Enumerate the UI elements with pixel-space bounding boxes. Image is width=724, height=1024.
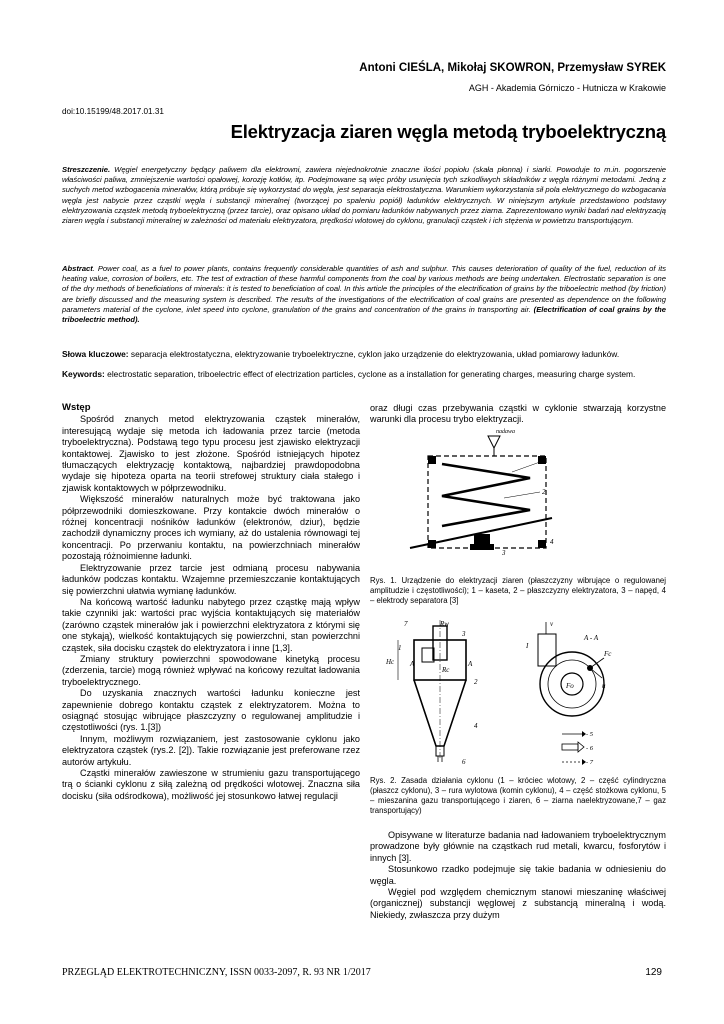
paper-title: Elektryzacja ziaren węgla metodą tryboelektryczną <box>230 121 666 142</box>
keywords-pl-lead: Słowa kluczowe: <box>62 349 129 359</box>
left-column <box>62 402 360 802</box>
fig2-legend-6: - 6 <box>586 745 594 752</box>
streszczenie-text: Węgiel energetyczny będący paliwem dla elektrowni, zawiera niejednokrotnie znaczne ilości popiołu (skała płonna) i siarki. Powoduje to m.in. pogorszenie właściwości paliwa, zmniejszenie wartości opałowej, korozję kotłów, itp. Podejmowane są więc próby usunięcia tych szkodliwych składników z węgla różnymi metodami. Jedną z suchych metod wzbogacenia minerałów, którą próbuje się wykorzystać do węgla, jest separacja elektrostatyczna. Warunkiem wykorzystania sił pola elektrycznego do wzbogacania węgla jest nabycie przez cząstki węgla i substancji mineralnej (tworzącej po spaleniu popiół) ładunków elektrycznych. W niniejszym artykule przedstawiono podstawy elektryzowania cząstek metodą tryboelektryczną (przez tarcie), oraz opisano układ do pomiaru ładunków nabywanych przez ziarna. Zaprezentowano wyniki badań nad elektryzacją ziaren węgla i substancji mineralnej w zależności od materiału elektryzatora, prędkości wlotowej do cyklonu, granulacji cząstek i ich stężenia w powietrzu transportującym. <box>62 165 666 226</box>
fig1-label-1: 1 <box>542 458 546 466</box>
fig2-label-1: 1 <box>398 644 402 652</box>
keywords-pl-text: separacja elektrostatyczna, elektryzowanie tryboelektryczne, cyklon jako urządzenie do elektryzowania, układ pomiarowy ładunków. <box>128 349 620 359</box>
fig2-label-6: 6 <box>462 758 466 766</box>
streszczenie-lead: Streszczenie. <box>62 165 111 174</box>
journal-footer: PRZEGLĄD ELEKTROTECHNICZNY, ISSN 0033-2097, R. 93 NR 1/2017 <box>62 967 371 978</box>
paragraph: Większość minerałów naturalnych może być traktowana jako półprzewodniki domieszkowane. Przy kontakcie dwóch minerałów o różnej koncentracji nośników ładunków (elektronów, dziur), będzie zachodził dynamiczny proces ich wymiany, aż do ustalenia równowagi tej koncentracji. Po przerwaniu kontaktu, na powierzchniach minerałów pozostają różnoimienne ładunki. <box>62 494 360 562</box>
keywords-en <box>62 369 666 380</box>
fig2-label-7: 7 <box>404 620 408 628</box>
fig2-label-fc: Fc <box>604 650 612 658</box>
fig1-label-4: 4 <box>550 538 554 546</box>
paragraph: Zmiany struktury powierzchni spowodowane kinetyką procesu (zderzenia, tarcie) mogą również wpływać na końcowy rezultat ładowania tryboelektrycznego. <box>62 653 360 687</box>
abstract-block <box>62 264 666 325</box>
fig2-label-v: v <box>550 620 554 628</box>
keywords-en-lead: Keywords: <box>62 369 105 379</box>
fig2-legend-5: - 5 <box>586 731 594 738</box>
paragraph: Cząstki minerałów zawieszone w strumieniu gazu transportującego trą o ścianki cyklonu z siłą zależną od prędkości wlotowej. Znaczna siła docisku (siła odśrodkowa), możliwość jej stosunkowo łatwej regulacji <box>62 768 360 801</box>
fig2-legend-7: - 7 <box>586 759 594 766</box>
fig2-label-3: 3 <box>462 630 466 638</box>
fig2-label-u: u <box>602 682 606 690</box>
paragraph: Spośród znanych metod elektryzowania cząstek minerałów, interesującą wydaje się metoda ich ładowania przez tarcie (metoda tryboelektryczna). Podstawą tego typu procesu jest zjawisko elektryzacji kontaktowej. Zjawisko to jest złożone. Spośród istniejących hipotez tłumaczących elektryzację kontaktową, najbardziej prawdopodobna wydaje się hipoteza oparta na teorii strefowej struktury ciała stałego i zjawisk kontaktowych w półprzewodniku. <box>62 414 360 493</box>
paragraph: oraz długi czas przebywania cząstki w cyklonie stwarzają korzystne warunki dla procesu trybo elektryzacji. <box>370 403 666 425</box>
paragraph: Elektryzowanie przez tarcie jest odmianą procesu nabywania ładunków podczas kontaktu. Wzajemne przemieszczanie kontaktujących się powierzchni ułatwia wymianę ładunków. <box>62 562 360 596</box>
fig2-label-a-right: A <box>468 660 473 668</box>
figure-1-caption: Rys. 1. Urządzenie do elektryzacji ziaren (płaszczyzny wibrujące o regulowanej amplitudzie i częstotliwości); 1 – kaseta, 2 – płaszczyzny elektryzatora, 3 – napęd, 4 – elektrody separatora [3] <box>370 576 666 605</box>
paragraph: Innym, możliwym rozwiązaniem, jest zastosowanie cyklonu jako elektryzatora cząstek (rys.2. [2]). Takie rozwiązanie jest preferowane rzez autorów artykułu. <box>62 733 360 767</box>
affiliation: AGH - Akademia Górniczo - Hutnicza w Krakowie <box>468 83 666 93</box>
fig2-label-a-a: A - A <box>584 634 599 642</box>
right-column <box>370 830 666 921</box>
figure-1-electrifier-diagram <box>400 422 572 576</box>
fig2-label-fo: Fo <box>566 682 574 690</box>
paragraph: Do uzyskania znacznych wartości ładunku konieczne jest zapewnienie dobrego kontaktu cząstek z elektryzatorem. Można to osiągnąć stosując wibrujące płaszczyzny o regulowanej amplitudzie i częstotliwości (rys. 1.[3]) <box>62 688 360 733</box>
fig2-label-rw: Rw <box>440 620 449 628</box>
keywords-pl <box>62 349 666 360</box>
fig1-label-nadawa: nadawa <box>496 429 516 435</box>
fig1-label-2: 2 <box>542 488 546 496</box>
fig1-label-3: 3 <box>502 549 506 557</box>
paragraph: Stosunkowo rzadko podejmuje się takie badania w odniesieniu do węgla. <box>370 864 666 886</box>
paragraph: Opisywane w literaturze badania nad ładowaniem tryboelektrycznym prowadzone były głównie na cząstkach rud metali, kwarcu, fosforytów i innych [3]. <box>370 830 666 863</box>
section-heading: Wstęp <box>62 402 91 413</box>
fig2-label-roman-1: I <box>526 642 529 650</box>
fig2-label-2: 2 <box>474 678 478 686</box>
figure-2-caption: Rys. 2. Zasada działania cyklonu (1 – króciec wlotowy, 2 – część cylindryczna (płaszcz cyklonu), 3 – rura wylotowa (komin cyklonu), 4 – część stożkowa cyklonu, 5 – mieszanina gazu transportującego i ziaren, 6 – ziarna naelektryzowane,7 – gaz transportujący) <box>370 776 666 815</box>
page-number: 129 <box>645 967 662 978</box>
abstract-text: . Power coal, as a fuel to power plants, contains frequently considerable quantities of ash and sulphur. This causes deterioration of quality of the fuel, reduction of its heating value, corrosion of boilers, etc. The test of extraction of these harmful components from the coal by various methods are being undertaken. Electrostatic separation is one of the dry methods of beneficiations of minerals: it is tested to beneficiation of coal. In this article the principles of the electrification of grains by the triboelectric method (by friction) are briefly discussed and the measuring system is described. The results of the investigations of the electrification of coal grains are presented as dependence on the following parameters material of the cyclone, inlet speed into cyclone, granulation of the grains and concentration of the grains in transporting air. <box>62 264 666 314</box>
paragraph: Węgiel pod względem chemicznym stanowi mieszaninę właściwej (organicznej) substancji węglowej z substancją mineralną i wodą. Niekiedy, zwłaszcza przy dużym <box>370 887 666 920</box>
doi: doi:10.15199/48.2017.01.31 <box>62 107 164 116</box>
fig2-label-a-left: A <box>410 660 415 668</box>
paragraph: Na końcową wartość ładunku nabytego przez cząstkę mają wpływ takie czynniki jak: wartości prac wyjścia kontaktujących się materiałów (zarówno cząstek minerałów jak i powierzchni elektryzatora z którymi się one stykają), wielkość kontaktujących się powierzchni, stan powierzchni cząstek, siła docisku cząstek do elektryzatora i inne [1,3]. <box>62 596 360 653</box>
fig2-label-4: 4 <box>474 722 478 730</box>
streszczenie-block <box>62 165 666 226</box>
keywords-en-text: electrostatic separation, triboelectric effect of electrization particles, cyclone as a installation for generating charges, measuring charge system. <box>104 369 636 379</box>
authors: Antoni CIEŚLA, Mikołaj SKOWRON, Przemysław SYREK <box>359 62 666 74</box>
abstract-title-en: (Electrification of coal grains by the triboelectric method). <box>62 304 666 325</box>
fig2-label-hc: Hc <box>386 658 395 666</box>
abstract-lead: Abstract <box>62 264 93 273</box>
figure-2-cyclone-plan <box>520 618 628 778</box>
figure-2-cyclone-section <box>378 618 490 770</box>
fig2-label-rc: Rc <box>442 666 450 674</box>
